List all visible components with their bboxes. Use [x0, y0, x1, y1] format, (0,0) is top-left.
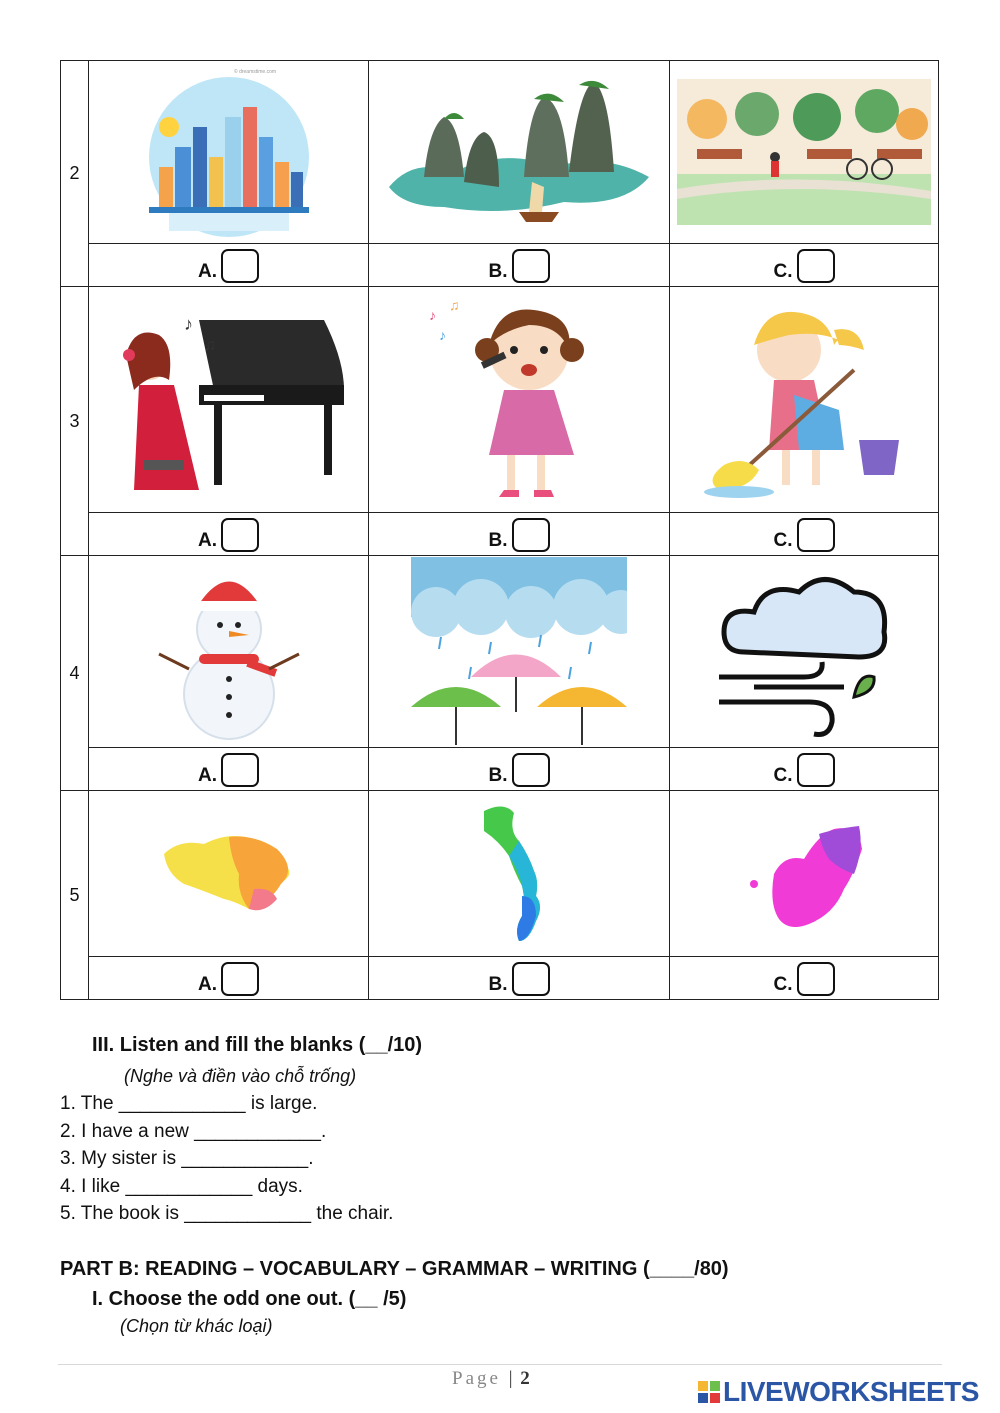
liveworksheets-logo — [698, 1376, 979, 1408]
option-b — [369, 748, 670, 791]
option-label: A. — [198, 765, 217, 786]
option-b — [369, 513, 670, 556]
answer-checkbox-b[interactable] — [512, 753, 550, 787]
question-table — [60, 60, 939, 1000]
girl-singing-image — [369, 287, 670, 513]
fill-blank-item-5: 5. The book is ____________ the chair. — [60, 1203, 394, 1224]
option-a — [89, 244, 369, 287]
answer-checkbox-a[interactable] — [221, 753, 259, 787]
city-skyline-image — [89, 61, 369, 244]
vietnam-map-image — [369, 791, 670, 957]
logo-mark-icon — [698, 1378, 720, 1400]
fill-blank-item-1: 1. The ____________ is large. — [60, 1093, 318, 1114]
fill-blank-item-3: 3. My sister is ____________. — [60, 1148, 314, 1169]
question-number: 3 — [61, 287, 89, 556]
windy-cloud-image — [670, 556, 939, 748]
girl-mopping-floor-image — [670, 287, 939, 513]
park-image — [670, 61, 939, 244]
question-number: 4 — [61, 556, 89, 791]
snowman-image — [89, 556, 369, 748]
answer-checkbox-b[interactable] — [512, 249, 550, 283]
option-c — [670, 244, 939, 287]
section3-subtitle: (Nghe và điền vào chỗ trống) — [124, 1066, 357, 1086]
option-label: A. — [198, 974, 217, 995]
option-c — [670, 748, 939, 791]
question-number: 5 — [61, 791, 89, 1000]
fill-blank-item-2: 2. I have a new ____________. — [60, 1121, 327, 1142]
svg-text:♪: ♪ — [439, 326, 446, 343]
answer-checkbox-a[interactable] — [221, 518, 259, 552]
answer-checkbox-b[interactable] — [512, 962, 550, 996]
answer-checkbox-c[interactable] — [797, 249, 835, 283]
option-label: C. — [773, 261, 793, 282]
option-label: A. — [198, 530, 217, 551]
answer-checkbox-a[interactable] — [221, 962, 259, 996]
section1-subtitle: (Chọn từ khác loại) — [120, 1316, 273, 1336]
answer-checkbox-a[interactable] — [221, 249, 259, 283]
answer-checkbox-b[interactable] — [512, 518, 550, 552]
option-label: A. — [198, 261, 217, 282]
section3-heading: III. Listen and fill the blanks (__/10) — [92, 1034, 423, 1056]
option-a — [89, 748, 369, 791]
option-c — [670, 957, 939, 1000]
ha-long-bay-image — [369, 61, 670, 244]
option-b — [369, 957, 670, 1000]
option-label: B. — [488, 261, 508, 282]
page-label: Page — [452, 1368, 501, 1389]
northern-vietnam-map-image — [89, 791, 369, 957]
part-b-heading: PART B: READING – VOCABULARY – GRAMMAR – WRITING (____/80) — [60, 1258, 729, 1280]
svg-text:♪: ♪ — [183, 313, 193, 334]
option-label: B. — [488, 530, 508, 551]
option-label: B. — [488, 765, 508, 786]
brand-name: LIVEWORKSHEETS — [723, 1376, 979, 1407]
option-label: B. — [488, 974, 508, 995]
option-label: C. — [773, 530, 793, 551]
page-separator: | — [508, 1368, 513, 1389]
option-label: C. — [773, 974, 793, 995]
rainy-umbrellas-image — [369, 556, 670, 748]
page-number: 2 — [520, 1368, 530, 1389]
fill-blank-item-4: 4. I like ____________ days. — [60, 1176, 303, 1197]
option-a — [89, 957, 369, 1000]
option-label: C. — [773, 765, 793, 786]
svg-text:♫: ♫ — [449, 296, 460, 313]
answer-checkbox-c[interactable] — [797, 518, 835, 552]
option-a — [89, 513, 369, 556]
option-c — [670, 513, 939, 556]
watermark: © dreamstime.com — [233, 69, 276, 75]
southern-vietnam-map-image — [670, 791, 939, 957]
answer-checkbox-c[interactable] — [797, 753, 835, 787]
question-number: 2 — [61, 61, 89, 287]
footer-divider — [58, 1364, 942, 1365]
svg-text:♪: ♪ — [429, 306, 436, 323]
section1-heading: I. Choose the odd one out. (__ /5) — [92, 1288, 407, 1310]
page-footer — [452, 1368, 530, 1390]
svg-text:♫: ♫ — [203, 336, 216, 354]
answer-checkbox-c[interactable] — [797, 962, 835, 996]
girl-playing-piano-image — [89, 287, 369, 513]
option-b — [369, 244, 670, 287]
